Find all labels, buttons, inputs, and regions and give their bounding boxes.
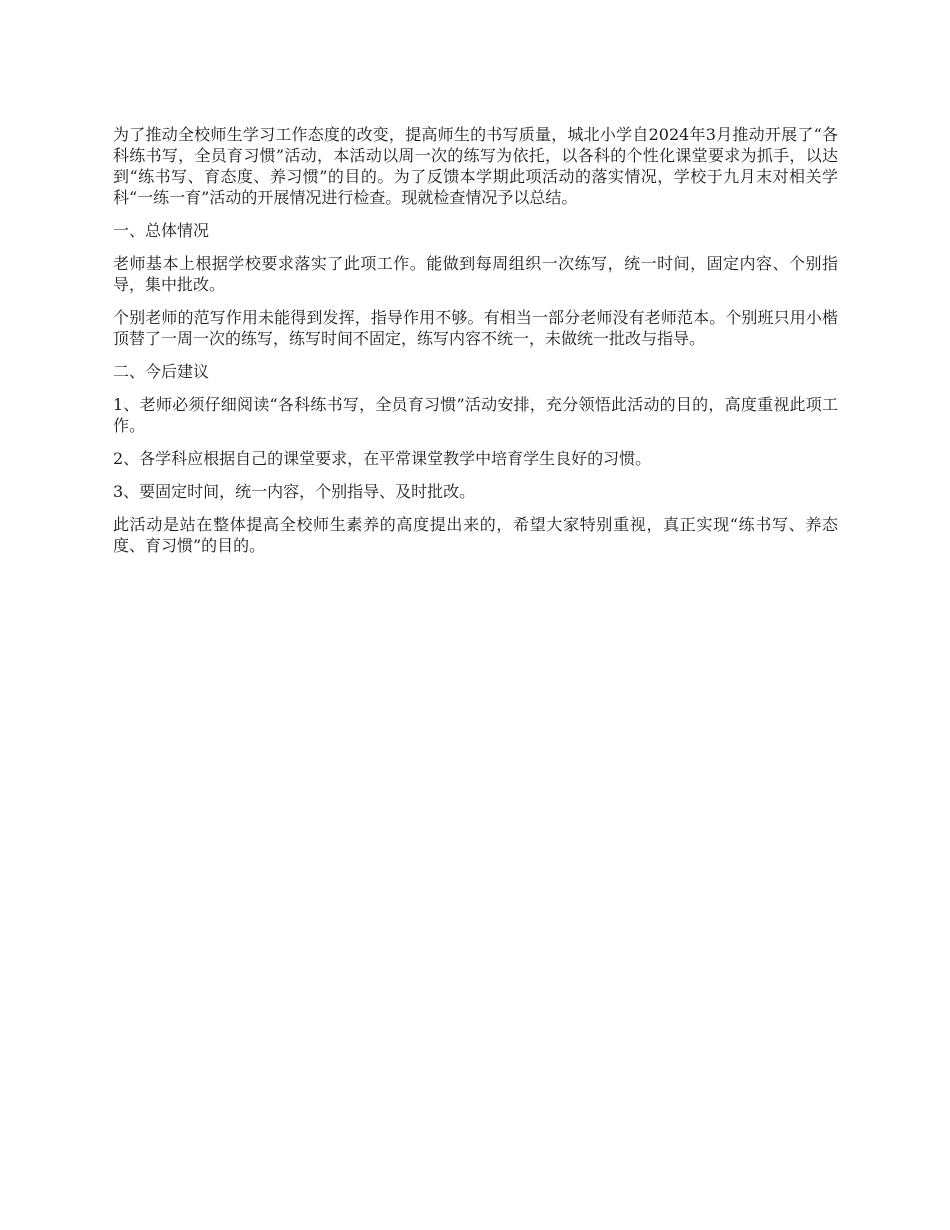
intro-paragraph: 为了推动全校师生学习工作态度的改变，提高师生的书写质量，城北小学自2024年3月推动开展了“各科练书写，全员育习惯”活动，本活动以周一次的练写为依托，以各科的个性化课堂要求为抓手，以达到“练书写、育态度、养习惯”的目的。为了反馈本学期此项活动的落实情况，学校于九月末对相关学科“一练一育”活动的开展情况进行检查。现就检查情况予以总结。 xyxy=(113,125,838,207)
document-body xyxy=(113,124,838,568)
suggestion-item-1: 1、老师必须仔细阅读“各科练书写，全员育习惯”活动安排，充分领悟此活动的目的，高度重视此项工作。 xyxy=(113,395,838,435)
overall-paragraph-1: 老师基本上根据学校要求落实了此项工作。能做到每周组织一次练写，统一时间，固定内容、个别指导，集中批改。 xyxy=(113,254,838,294)
suggestion-item-3: 3、要固定时间，统一内容，个别指导、及时批改。 xyxy=(113,482,476,501)
section-heading-suggestions: 二、今后建议 xyxy=(113,362,210,381)
section-heading-overall: 一、总体情况 xyxy=(113,221,210,240)
overall-paragraph-2: 个别老师的范写作用未能得到发挥，指导作用不够。有相当一部分老师没有老师范本。个别班只用小楷顶替了一周一次的练写，练写时间不固定，练写内容不统一，未做统一批改与指导。 xyxy=(113,308,838,348)
suggestion-item-2: 2、各学科应根据自己的课堂要求，在平常课堂教学中培育学生良好的习惯。 xyxy=(113,449,652,468)
closing-paragraph: 此活动是站在整体提高全校师生素养的高度提出来的，希望大家特别重视，真正实现“练书写、养态度、育习惯”的目的。 xyxy=(113,515,838,555)
